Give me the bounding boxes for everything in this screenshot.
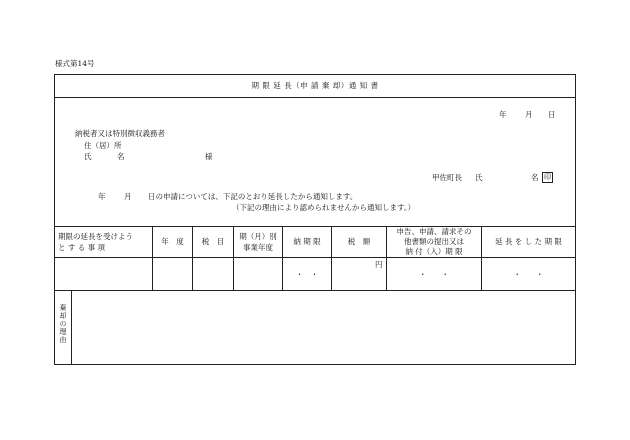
date-month: 月 [525, 110, 533, 119]
header-col6: 税 額 [347, 237, 371, 246]
header-col1-line1: 期限の延長を受けよう [58, 232, 133, 241]
header-col4-line2: 事業年度 [243, 243, 273, 252]
cell-col7-dots: ・ ・ [419, 270, 449, 279]
form-number: 様式第14号 [55, 59, 95, 68]
cell-col5-dots: ・ ・ [295, 270, 319, 279]
issuer-title: 甲佐町長 [432, 173, 462, 182]
header-col1-line2: と す る 事 項 [58, 243, 106, 252]
recipient-honorific: 様 [205, 152, 213, 161]
reason-label: 棄却の理由 [59, 304, 67, 344]
date-day: 日 [548, 110, 556, 119]
body-line2: （下記の理由により認められませんから通知します。） [232, 203, 416, 212]
header-col2: 年 度 [161, 237, 184, 246]
issuer-shi: 氏 [475, 173, 483, 182]
body-month: 月 [124, 192, 132, 201]
recipient-name-label-2: 名 [117, 152, 125, 161]
header-col4-line1: 期（月）別 [239, 232, 277, 241]
cell-yen-unit: 円 [375, 260, 383, 269]
cell-col8-dots: ・ ・ [513, 270, 544, 279]
header-col8: 延 長 を し た 期 限 [495, 237, 562, 246]
document-title: 期 限 延 長（申 請 棄 却）通 知 書 [251, 81, 379, 90]
recipient-name-label-1: 氏 [84, 152, 92, 161]
recipient-heading: 納税者又は特別徴収義務者 [75, 129, 165, 138]
header-col5: 納 期 限 [293, 237, 321, 246]
header-col7-line1: 申告、申請、請求その [396, 227, 472, 236]
header-col7-line2: 他書類の提出又は [404, 237, 464, 246]
recipient-address-label: 住（居）所 [84, 141, 122, 150]
header-col7-line3: 納 付（入）期 限 [405, 247, 463, 256]
seal-mark: 印 [544, 173, 551, 181]
date-year: 年 [499, 110, 507, 119]
issuer-mei: 名 [531, 173, 539, 182]
header-col3: 税 目 [201, 237, 225, 246]
body-year: 年 [98, 192, 106, 201]
body-line1: 日の申請については、下記のとおり延長したから通知します。 [148, 192, 358, 201]
